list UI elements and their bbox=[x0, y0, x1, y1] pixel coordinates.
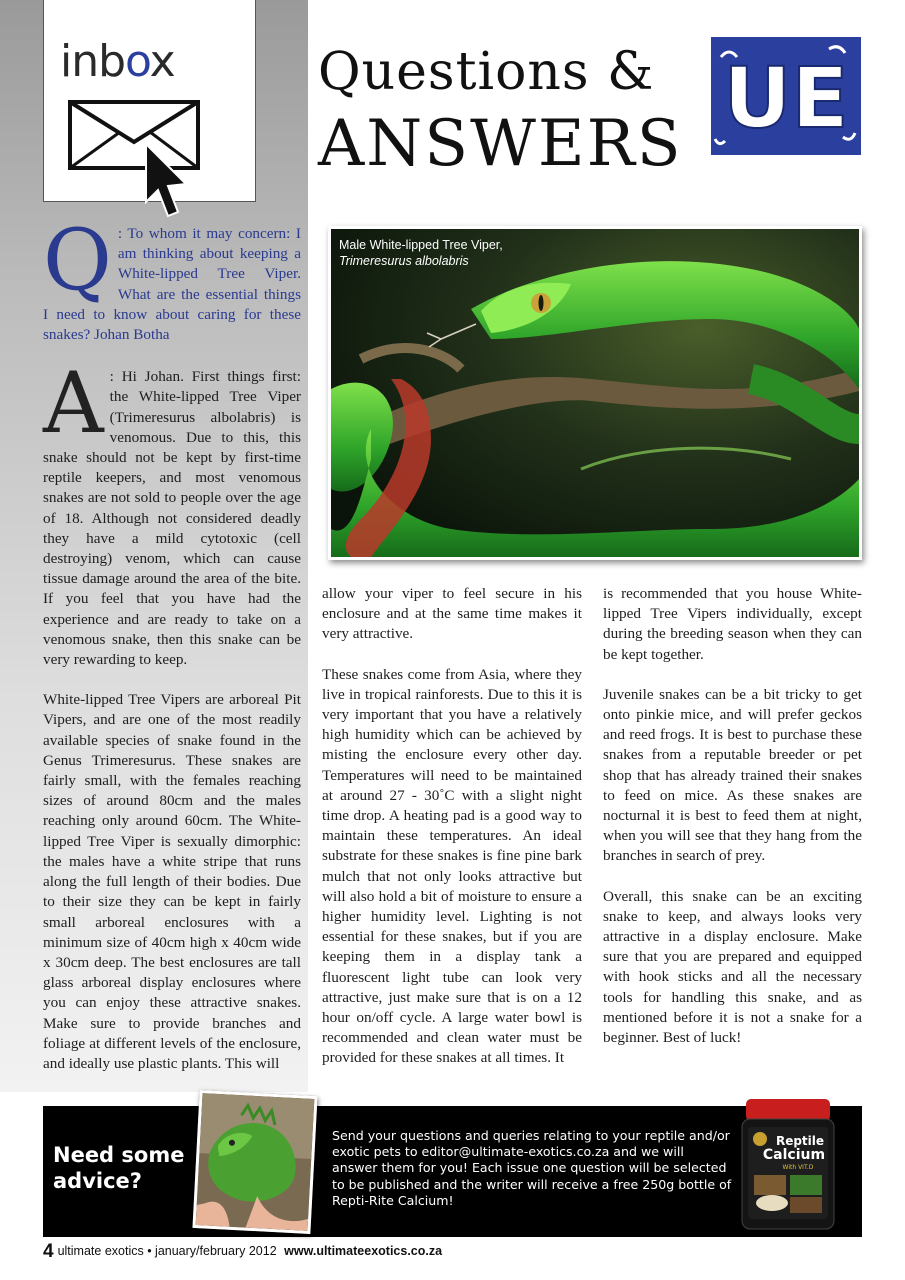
svg-text:Calcium: Calcium bbox=[762, 1147, 826, 1163]
viper-photo bbox=[328, 226, 862, 560]
answer-paragraph-6: Juvenile snakes can be a bit tricky to get onto pinkie mice, and will prefer geckos and reed frogs. It is best to purchase these snakes from a reputable breeder or pet shop that has already trained their snakes to feed on mice. As these snakes are nocturnal it is best to feed them at night, when you will see that they hang from the branches in search of prey. bbox=[603, 685, 862, 865]
answer-paragraph-5: is recommended that you house White-lipped Tree Vipers individually, except during the breeding season when they can be kept together. bbox=[603, 585, 862, 663]
article-column-2 bbox=[322, 584, 582, 1089]
page-number: 4 bbox=[43, 1241, 54, 1262]
svg-text:With VIT.D: With VIT.D bbox=[782, 1164, 814, 1171]
answer-paragraph-3: allow your viper to feel secure in his enclosure and at the same time makes it very attractive. bbox=[322, 585, 582, 643]
answer-paragraph-2: White-lipped Tree Vipers are arboreal Pit Vipers, and are one of the most readily available species of snake found in the Genus Trimeresurus. These snakes are fairly small, with the females reaching sizes of around 80cm and the males reaching only around 60cm. The White-lipped Tree Viper is sexually dimorphic: the males have a white stripe that runs along the full length of their bodies. Due to their size they can be kept in fairly small arboreal enclosures with a minimum size of 40cm high x 40cm wide x 30cm deep. The best enclosures are tall glass arboreal display enclosures where you can enjoy these attractive snakes. Make sure to provide branches and foliage at different levels of the enclosure, and ideally use plastic plants. This will bbox=[43, 691, 301, 1072]
viper-illustration bbox=[331, 229, 859, 557]
caption-common-name: Male White-lipped Tree Viper, bbox=[339, 238, 503, 252]
title-line-2: ANSWERS bbox=[318, 107, 683, 181]
iguana-photo bbox=[192, 1090, 317, 1234]
title-line-1: Questions & bbox=[318, 42, 655, 102]
website-url: www.ultimateexotics.co.za bbox=[284, 1244, 443, 1258]
inbox-wordmark: inbox bbox=[60, 36, 175, 87]
svg-text:Reptile: Reptile bbox=[775, 1134, 825, 1148]
answer-paragraph-1: A : Hi Johan. First things first: the White-lipped Tree Viper (Trimeresurus albolabris) is venomous. Due to this, this snake should not be kept by first-time reptile keepers, and most venomous snakes are not sold to people over the age of 18. Although not considered deadly they have a mild cytotoxic (cell destroying) venom, which can cause tissue damage around the area of the bite. If you feel that you have had the experience and are ready to take on a venomous snake, then this snake can be very rewarding to keep. bbox=[43, 354, 301, 669]
page-title bbox=[318, 40, 708, 184]
caption-scientific-name: Trimeresurus albolabris bbox=[339, 254, 469, 268]
calcium-jar-icon bbox=[738, 1097, 838, 1233]
ue-logo bbox=[711, 37, 861, 155]
reader-question bbox=[43, 211, 301, 345]
article-column-3 bbox=[603, 584, 862, 1068]
svg-text:UE: UE bbox=[723, 49, 849, 147]
banner-heading: Need some advice? bbox=[53, 1143, 185, 1193]
photo-caption bbox=[339, 237, 503, 269]
issue-label: ultimate exotics • january/february 2012 bbox=[57, 1244, 277, 1258]
question-author: Johan Botha bbox=[94, 326, 170, 344]
page-footer bbox=[43, 1241, 442, 1263]
answer-dropcap: A bbox=[43, 354, 104, 453]
iguana-illustration bbox=[196, 1093, 315, 1231]
banner-body: Send your questions and queries relating to your reptile and/or exotic pets to editor@ultimate-exotics.co.za and we will answer them for you! Each issue one question will be selected to be published and the writer will receive a free 250g bottle of Repti-Rite Calcium! bbox=[332, 1128, 732, 1208]
question-dropcap: Q bbox=[43, 211, 112, 309]
article-column-1 bbox=[43, 211, 301, 1094]
answer-paragraph-4: These snakes come from Asia, where they live in tropical rainforests. Due to this it is very important that you have a relatively high humidity which can be achieved by misting the enclosure every other day. Temperatures will need to be maintained at around 27 - 30˚C with a slight night time drop. A heating pad is a good way to maintain these temperatures. An ideal substrate for these snakes is fine pine bark mulch that not only looks attractive but will also hold a bit of moisture to ensure a higher humidity level. Lighting is not essential for these snakes, but if you are keeping them in a display tank a fluorescent light tube can look very attractive, just make sure that is on a 12 hour on/off cycle. A large water bowl is recommended and clean water must be provided for these snakes at all times. It bbox=[322, 665, 582, 1067]
envelope-cursor-icon bbox=[68, 100, 208, 225]
question-text: : To whom it may concern: I am thinking about keeping a White-lipped Tree Viper. What are the essential things I need to know about caring for these snakes? bbox=[43, 225, 301, 344]
answer-paragraph-7: Overall, this snake can be an exciting snake to keep, and always looks very attractive in a display enclosure. Make sure that you are prepared and equipped with hook sticks and all the necessary tools for handling this snake, and as mentioned before it is not a snake for a beginner. Best of luck! bbox=[603, 887, 862, 1047]
